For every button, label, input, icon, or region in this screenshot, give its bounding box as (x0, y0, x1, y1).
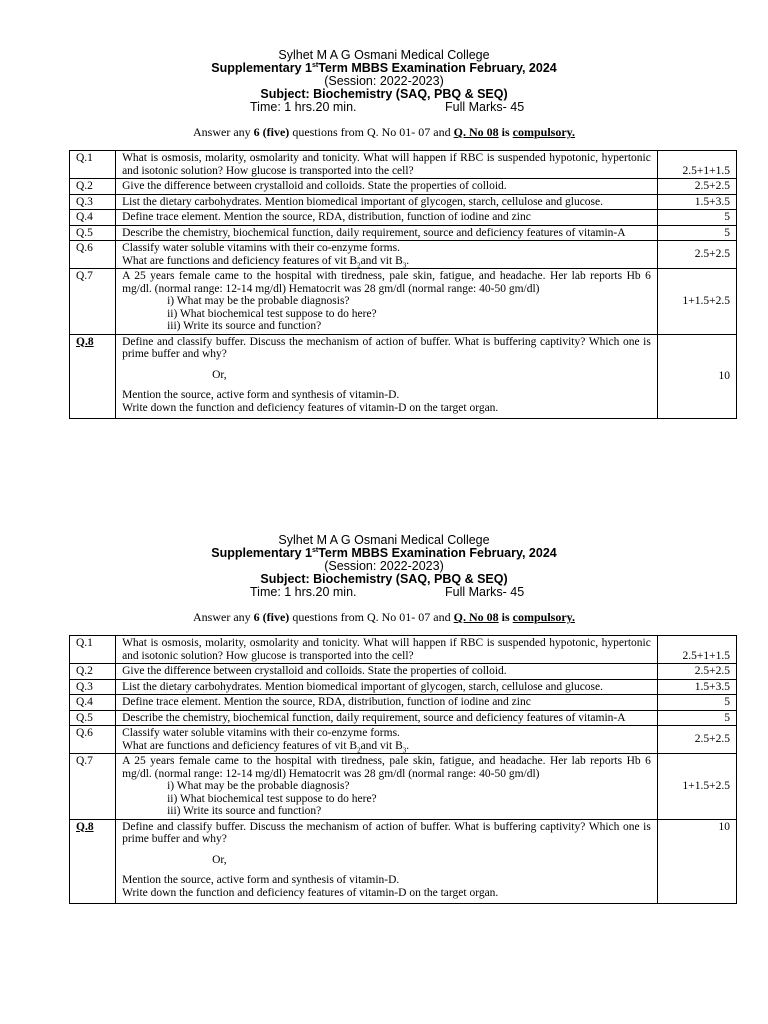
or-separator: Or, (212, 853, 227, 866)
table-row (70, 754, 737, 820)
question-number: Q.3 (70, 679, 116, 695)
question-marks: 5 (657, 225, 736, 241)
college-name: Sylhet M A G Osmani Medical College (278, 533, 490, 547)
question-number: Q.4 (70, 695, 116, 711)
instruction: Answer any 6 (five) questions from Q. No 01- 07 and Q. No 08 is compulsory. (193, 125, 575, 139)
table-row (70, 679, 737, 695)
question-text: Define trace element. Mention the source, RDA, distribution, function of iodine and zinc (116, 210, 658, 226)
table-row (70, 636, 737, 664)
question-text: List the dietary carbohydrates. Mention biomedical important of glycogen, starch, cellulose and glucose. (116, 194, 658, 210)
question-number: Q.3 (70, 194, 116, 210)
question-number: Q.2 (70, 664, 116, 680)
full-marks: Full Marks- 45 (445, 100, 525, 114)
question-text: What is osmosis, molarity, osmolarity and tonicity. What will happen if RBC is suspended hypotonic, hypertonic and isotonic solution? How glucose is transported into the cell? (116, 636, 658, 664)
question-marks: 2.5+1+1.5 (657, 636, 736, 664)
session: (Session: 2022-2023) (324, 559, 444, 573)
sub-question: iii) Write its source and function? (167, 320, 322, 332)
question-text: List the dietary carbohydrates. Mention biomedical important of glycogen, starch, cellulose and glucose. (116, 679, 658, 695)
question-marks: 1.5+3.5 (657, 679, 736, 695)
session: (Session: 2022-2023) (324, 74, 444, 88)
question-marks: 1+1.5+2.5 (657, 269, 736, 335)
exam-title: Supplementary 1stTerm MBBS Examination February, 2024 (211, 61, 557, 75)
question-number: Q.6 (70, 726, 116, 754)
question-sheet-bottom (0, 534, 768, 624)
question-number: Q.1 (70, 636, 116, 664)
table-row (70, 819, 737, 904)
table-row (70, 225, 737, 241)
time-marks-row (0, 586, 768, 599)
question-sheet-top (0, 49, 768, 139)
question-text: Classify water soluble vitamins with their co-enzyme forms. What are functions and deficiency features of vit $B_2and$ vit $B_3$. (116, 241, 658, 269)
table-row (70, 334, 737, 419)
table-row (70, 726, 737, 754)
subject: Subject: Biochemistry (SAQ, PBQ & SEQ) (260, 572, 508, 586)
question-number: Q.1 (70, 151, 116, 179)
question-marks: 2.5+2.5 (657, 179, 736, 195)
question-text: A 25 years female came to the hospital with tiredness, pale skin, fatigue, and headache. Her lab reports Hb 6 mg/dl. (normal range: 12-14 mg/dl) Hematocrit was 28 gm/dl (normal range: 40-50 gm/dl) i) What may be the probable diagnosis? ii) What biochemical test suppose to do here? iii) Write its source and function? (116, 754, 658, 820)
sub-question: ii) What biochemical test suppose to do here? (167, 307, 377, 320)
paper-header (0, 534, 768, 586)
question-marks: 5 (657, 210, 736, 226)
full-marks: Full Marks- 45 (445, 585, 525, 599)
question-number: Q.4 (70, 210, 116, 226)
question-table-top (69, 150, 737, 419)
question-text: Describe the chemistry, biochemical function, daily requirement, source and deficiency features of vitamin-A (116, 710, 658, 726)
paper-header (0, 49, 768, 101)
or-separator: Or, (212, 368, 227, 381)
sub-question: ii) What biochemical test suppose to do here? (167, 792, 377, 805)
question-text: Define and classify buffer. Discuss the mechanism of action of buffer. What is buffering captivity? Which one is prime buffer and why? Or, Mention the source, active form and synthesis of vitamin-D. Write down the function and deficiency features of vitamin-D on the target organ. (116, 334, 658, 419)
question-marks: 2.5+2.5 (657, 726, 736, 754)
exam-time: Time: 1 hrs.20 min. (250, 585, 357, 599)
exam-time: Time: 1 hrs.20 min. (250, 100, 357, 114)
question-text: Give the difference between crystalloid and colloids. State the properties of colloid. (116, 179, 658, 195)
question-number: Q.5 (70, 225, 116, 241)
exam-title: Supplementary 1stTerm MBBS Examination February, 2024 (211, 546, 557, 560)
college-name: Sylhet M A G Osmani Medical College (278, 48, 490, 62)
table-row (70, 269, 737, 335)
question-table-bottom (69, 635, 737, 904)
question-number: Q.5 (70, 710, 116, 726)
table-row (70, 664, 737, 680)
table-row (70, 151, 737, 179)
sub-question: iii) Write its source and function? (167, 805, 322, 817)
sub-question: i) What may be the probable diagnosis? (167, 780, 350, 792)
question-text: What is osmosis, molarity, osmolarity and tonicity. What will happen if RBC is suspended hypotonic, hypertonic and isotonic solution? How glucose is transported into the cell? (116, 151, 658, 179)
question-marks: 1.5+3.5 (657, 194, 736, 210)
table-row (70, 695, 737, 711)
question-text: A 25 years female came to the hospital with tiredness, pale skin, fatigue, and headache. Her lab reports Hb 6 mg/dl. (normal range: 12-14 mg/dl) Hematocrit was 28 gm/dl (normal range: 40-50 gm/dl) i) What may be the probable diagnosis? ii) What biochemical test suppose to do here? iii) Write its source and function? (116, 269, 658, 335)
sub-question: i) What may be the probable diagnosis? (167, 295, 350, 307)
question-text: Give the difference between crystalloid and colloids. State the properties of colloid. (116, 664, 658, 680)
time-marks-row (0, 101, 768, 114)
table-row (70, 241, 737, 269)
table-row (70, 194, 737, 210)
question-marks: 1+1.5+2.5 (657, 754, 736, 820)
question-marks: 2.5+1+1.5 (657, 151, 736, 179)
question-number: Q.8 (70, 334, 116, 419)
instruction: Answer any 6 (five) questions from Q. No 01- 07 and Q. No 08 is compulsory. (193, 610, 575, 624)
question-marks: 5 (657, 710, 736, 726)
question-number: Q.8 (70, 819, 116, 904)
question-number: Q.7 (70, 269, 116, 335)
question-text: Describe the chemistry, biochemical function, daily requirement, source and deficiency features of vitamin-A (116, 225, 658, 241)
question-marks: 10 (657, 819, 736, 904)
question-text: Classify water soluble vitamins with their co-enzyme forms. What are functions and deficiency features of vit $B_2and$ vit $B_3$. (116, 726, 658, 754)
question-text: Define and classify buffer. Discuss the mechanism of action of buffer. What is buffering captivity? Which one is prime buffer and why? Or, Mention the source, active form and synthesis of vitamin-D. Write down the function and deficiency features of vitamin-D on the target organ. (116, 819, 658, 904)
question-number: Q.2 (70, 179, 116, 195)
question-marks: 10 (657, 334, 736, 419)
question-marks: 2.5+2.5 (657, 241, 736, 269)
table-row (70, 710, 737, 726)
question-number: Q.6 (70, 241, 116, 269)
table-row (70, 210, 737, 226)
table-row (70, 179, 737, 195)
subject: Subject: Biochemistry (SAQ, PBQ & SEQ) (260, 87, 508, 101)
question-marks: 5 (657, 695, 736, 711)
question-text: Define trace element. Mention the source, RDA, distribution, function of iodine and zinc (116, 695, 658, 711)
question-number: Q.7 (70, 754, 116, 820)
question-marks: 2.5+2.5 (657, 664, 736, 680)
